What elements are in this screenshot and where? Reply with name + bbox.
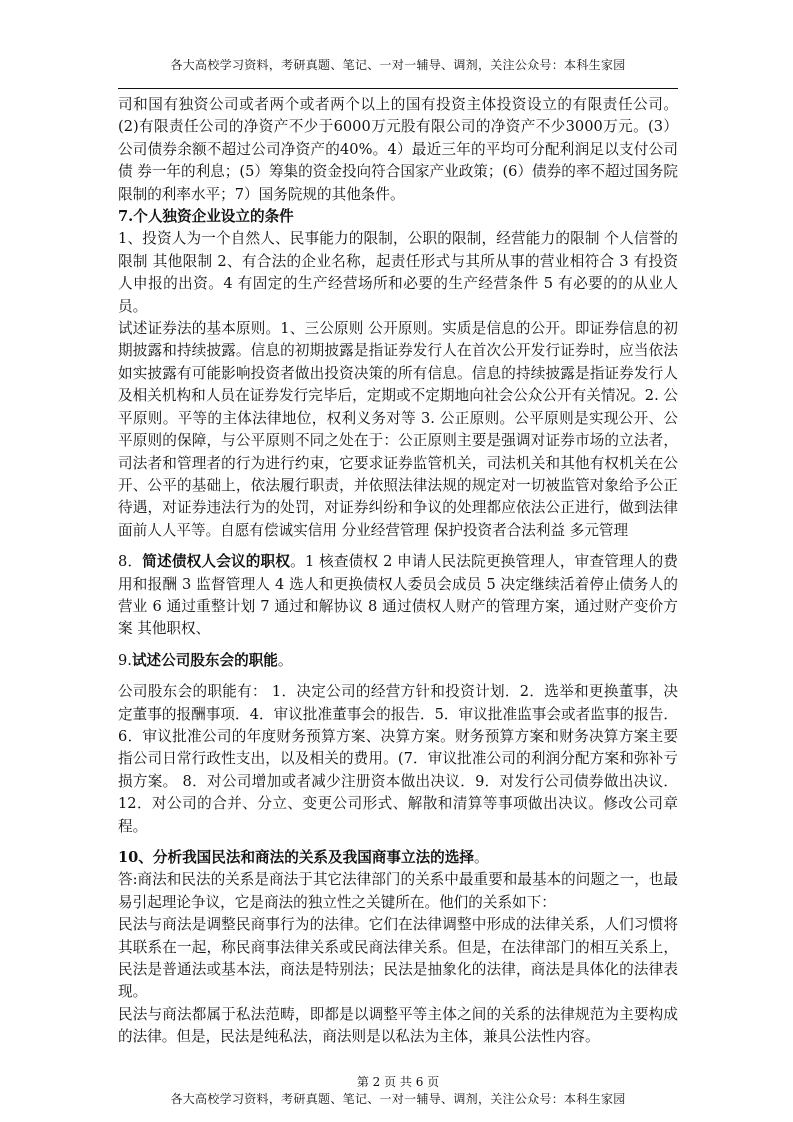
heading-8-number: 8．	[118, 553, 143, 571]
heading-8-title: 简述债权人会议的职权	[142, 553, 291, 571]
heading-9-end: 。	[277, 651, 293, 669]
heading-sole-proprietorship	[118, 206, 678, 228]
heading-shareholders-meeting	[118, 650, 678, 672]
heading-9-number: 9.	[118, 651, 132, 669]
paragraph-securities-principles: 试述证券法的基本原则。1、三公原则 公开原则。实质是信息的公开。即证券信息的初期披露和持续披露。信息的初期披露是指证券发行人在首次公开发行证券时，应当依法如实披露有可能影响投资者做出投资决策的所有信息。信息的持续披露是指证券发行人及相关机构和人员在证券发行完毕后，定期或不定期地向社会公众公开有关情况。2. 公平原则。平等的主体法律地位，权利义务对等 3. 公正原则。公平原则是实现公开、公平原则的保障，与公平原则不同之处在于：公正原则主要是强调对证券市场的立法者，司法者和管理者的行为进行约束，它要求证券监管机关，司法机关和其他有权机关在公开、公平的基础上，依法履行职责，并依照法律法规的规定对一切被监管对象给予公正待遇，对证券违法行为的处罚，对证券纠纷和争议的处理都应依法公正进行，做到法律面前人人平等。自愿有偿诚实信用 分业经营管理 保护投资者合法利益 多元管理	[118, 320, 678, 539]
paragraph-creditors-meeting	[118, 551, 678, 641]
header-divider	[118, 88, 678, 89]
page-header: 各大高校学习资料，考研真题、笔记、一对一辅导、调剂，关注公众号：本科生家园	[170, 58, 626, 72]
page-footer: 各大高校学习资料，考研真题、笔记、一对一辅导、调剂，关注公众号：本科生家园	[170, 1092, 626, 1106]
heading-10-title: 10、分析我国民法和商法的关系及我国商事立法的选择	[118, 849, 474, 866]
paragraph-civil-commercial-relation: 民法与商法是调整民商事行为的法律。它们在法律调整中形成的法律关系，人们习惯将其联系在一起，称民商事法律关系或民商法律关系。但是，在法律部门的相互关系上，民法是普通法或基本法，商法是特别法；民法是抽象化的法律，商法是具体化的法律表现。	[118, 916, 678, 1001]
heading-9-title: 试述公司股东会的职能	[131, 651, 278, 669]
heading-civil-commercial-law	[118, 847, 678, 869]
page-number: 第 2 页 共 6 页	[356, 1075, 440, 1089]
paragraph-answer-intro: 答:商法和民法的关系是商法于其它法律部门的关系中最重要和最基本的问题之一，也最易引起理论争议，它是商法的独立性之关键所在。他们的关系如下：	[118, 871, 678, 911]
heading-10-end: 。	[473, 849, 489, 866]
paragraph-private-law: 民法与商法都属于私法范畴，即都是以调整平等主体之间的关系的法律规范为主要构成的法律。但是，民法是纯私法，商法则是以私法为主体，兼具公法性内容。	[118, 1005, 678, 1046]
paragraph-shareholders-functions: 公司股东会的职能有： 1．决定公司的经营方针和投资计划．2．选举和更换董事，决定董事的报酬事项．4．审议批准董事会的报告．5．审议批准监事会或者监事的报告．6．审议批准公司的年度财务预算方案、决算方案。财务预算方案和财务决算方案主要指公司日常行政性支出，以及相关的费用。(7．审议批准公司的利润分配方案和弥补亏损方案。 8．对公司增加或者减少注册资本做出决议．9．对发行公司债券做出决议．12．对公司的合并、分立、变更公司形式、解散和清算等事项做出决议。修改公司章程。	[118, 683, 678, 835]
heading-7-text: 7.个人独资企业设立的条件	[118, 208, 294, 226]
paragraph-bond-conditions: 司和国有独资公司或者两个或者两个以上的国有投资主体投资设立的有限责任公司。(2)有限责任公司的净资产不少于6000万元股有限公司的净资产不少3000万元。(3）公司债券余额不超过公司净资产的40%。4）最近三年的平均可分配利润足以支付公司 债 券一年的利息；(5）筹集的资金投向符合国家产业政策；(6）债券的率不超过国务院限制的利率水平；7）国务院规的其他条件。	[118, 96, 678, 203]
document-body	[118, 94, 678, 1049]
paragraph-sole-proprietorship: 1、投资人为一个自然人、民事能力的限制，公职的限制，经营能力的限制 个人信誉的限制 其他限制 2、有合法的企业名称，起责任形式与其所从事的营业相符合 3 有投资人申报的出资。4 有固定的生产经营场所和必要的生产经营条件 5 有必要的的从业人员。	[118, 230, 678, 315]
heading-8-body: 。1 核查债权 2 申请人民法院更换管理人，审查管理人的费用和报酬 3 监督管理人 4 选人和更换债权人委员会成员 5 决定继续活着停止债务人的营业 6 通过重整计划 7 通过和解协议 8 通过债权人财产的管理方案，通过财产变价方案 其他职权、	[118, 553, 678, 638]
